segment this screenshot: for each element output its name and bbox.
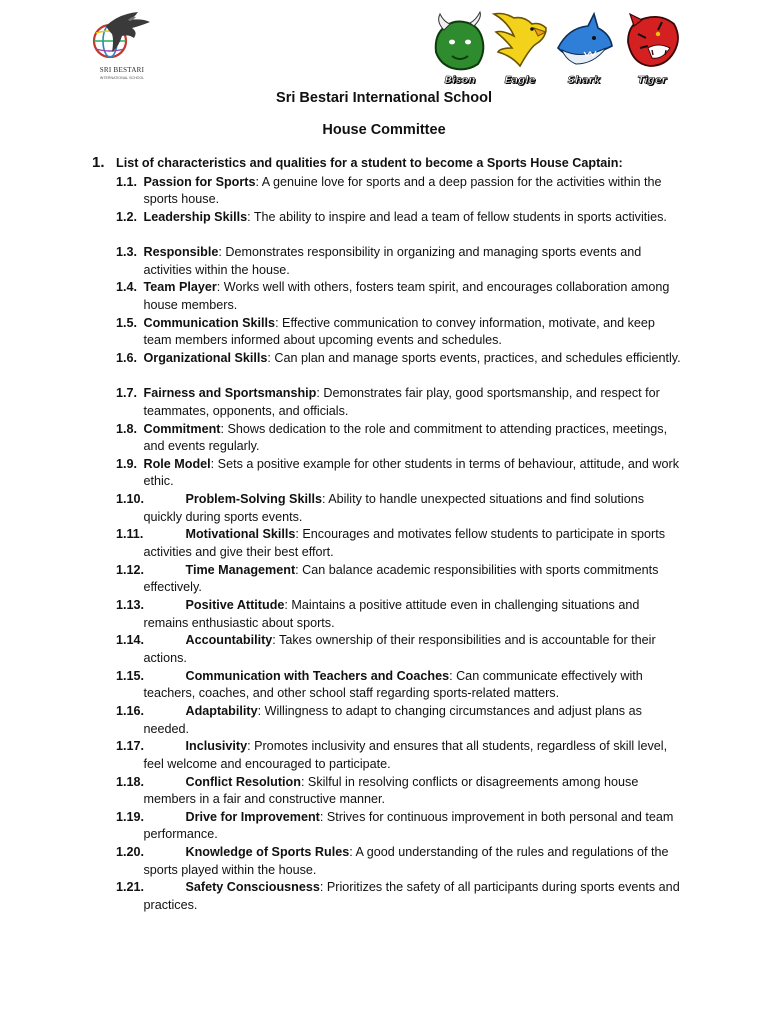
item-description: : Demonstrates responsibility in organizing and managing sports events and activities within the house. xyxy=(143,245,642,277)
list-item xyxy=(116,526,681,561)
item-description: : Prioritizes the safety of all participants during sports events and practices. xyxy=(143,880,680,913)
school-logo-text: SRI BESTARI xyxy=(99,66,145,74)
shark-icon xyxy=(554,8,614,74)
item-number: 1.14. xyxy=(116,633,145,648)
list-item xyxy=(116,703,681,738)
item-term: Problem-Solving Skills xyxy=(185,492,322,507)
item-number: 1.7. xyxy=(116,386,138,401)
item-term: Fairness and Sportsmanship xyxy=(143,386,317,401)
school-logo xyxy=(88,8,156,86)
list-item xyxy=(116,244,681,279)
item-description: : Can balance academic responsibilities with sports commitments effectively. xyxy=(143,562,659,595)
item-term: Inclusivity xyxy=(185,739,248,754)
item-term: Time Management xyxy=(185,562,296,577)
item-description: : Strives for continuous improvement in both personal and team performance. xyxy=(143,809,674,842)
bison-label: Bison xyxy=(444,75,476,86)
tiger-label: Tiger xyxy=(637,75,667,86)
item-description: : Willingness to adapt to changing circumstances and adjust plans as needed. xyxy=(143,703,642,736)
list-item xyxy=(116,879,681,914)
list-item xyxy=(116,668,681,703)
item-number: 1.9. xyxy=(116,456,138,471)
item-term: Adaptability xyxy=(185,703,258,718)
shark-mascot xyxy=(554,8,614,86)
item-number: 1.6. xyxy=(116,350,138,365)
item-description: : Sets a positive example for other students in terms of behaviour, attitude, and work ethic. xyxy=(143,456,679,489)
list-item xyxy=(116,350,681,385)
item-number: 1.3. xyxy=(116,245,138,260)
item-number: 1.12. xyxy=(116,562,145,577)
item-description: : Promotes inclusivity and ensures that all students, regardless of skill level, feel welcome and encouraged to participate. xyxy=(143,739,668,771)
eagle-icon xyxy=(490,8,550,74)
item-number: 1.18. xyxy=(116,774,145,789)
eagle-mascot xyxy=(490,8,550,86)
list-item xyxy=(116,421,681,456)
list-item xyxy=(116,209,681,244)
item-term: Motivational Skills xyxy=(185,527,296,542)
item-term: Passion for Sports xyxy=(143,174,256,189)
committee-title: House Committee xyxy=(322,122,446,138)
list-item xyxy=(116,174,681,209)
item-number: 1.13. xyxy=(116,598,145,613)
tiger-mascot xyxy=(622,8,682,86)
item-number: 1.19. xyxy=(116,809,145,824)
list-item xyxy=(116,844,681,879)
list-item xyxy=(116,774,681,809)
item-number: 1.17. xyxy=(116,739,145,754)
item-description: : Demonstrates fair play, good sportsmanship, and respect for teammates, opponents, and officials. xyxy=(143,386,660,418)
item-description: : The ability to inspire and lead a team of fellow students in sports activities. xyxy=(247,209,667,224)
item-number: 1.11. xyxy=(116,527,144,542)
item-description: : Maintains a positive attitude even in challenging situations and remains enthusiastic about sports. xyxy=(143,598,640,630)
item-term: Organizational Skills xyxy=(143,350,268,365)
item-term: Drive for Improvement xyxy=(185,809,320,824)
item-number: 1.10. xyxy=(116,492,145,507)
item-term: Accountability xyxy=(185,633,273,648)
item-term: Safety Consciousness xyxy=(185,880,320,895)
list-item xyxy=(116,385,681,420)
list-item xyxy=(116,597,681,632)
item-number: 1.1. xyxy=(116,174,138,189)
list-item xyxy=(116,491,681,526)
house-mascots xyxy=(430,8,682,86)
item-term: Positive Attitude xyxy=(185,598,285,613)
item-description: : Shows dedication to the role and commitment to attending practices, meetings, and events regularly. xyxy=(143,421,668,454)
list-item xyxy=(116,738,681,773)
item-description: : Encourages and motivates fellow students to participate in sports activities and give their best effort. xyxy=(143,527,665,560)
list-item xyxy=(116,562,681,597)
item-description: : A good understanding of the rules and regulations of the sports played within the house. xyxy=(143,845,669,877)
item-number: 1.8. xyxy=(116,421,138,436)
item-description: : Can plan and manage sports events, practices, and schedules efficiently. xyxy=(267,350,681,365)
tiger-icon xyxy=(622,8,682,74)
item-number: 1.4. xyxy=(116,280,138,295)
bison-icon xyxy=(430,8,490,74)
item-term: Team Player xyxy=(143,280,217,295)
item-description: : Skilful in resolving conflicts or disagreements among house members in a fair and constructive manner. xyxy=(143,774,639,807)
item-term: Communication with Teachers and Coaches xyxy=(185,668,450,683)
item-description: : A genuine love for sports and a deep passion for the activities within the sports house. xyxy=(143,174,662,207)
school-logo-subtext: INTERNATIONAL SCHOOL xyxy=(99,76,145,80)
list-item xyxy=(116,456,681,491)
school-title: Sri Bestari International School xyxy=(276,90,492,106)
item-number: 1.21. xyxy=(116,880,145,895)
section-number: 1. xyxy=(92,154,105,171)
item-number: 1.20. xyxy=(116,845,145,860)
item-number: 1.2. xyxy=(116,209,138,224)
item-number: 1.15. xyxy=(116,668,145,683)
item-term: Role Model xyxy=(143,456,211,471)
shark-label: Shark xyxy=(567,75,601,86)
item-term: Knowledge of Sports Rules xyxy=(185,845,350,860)
list-item xyxy=(116,315,681,350)
item-description: : Effective communication to convey information, motivate, and keep team members informed about upcoming events and schedules. xyxy=(143,315,655,348)
eagle-globe-logo-icon xyxy=(88,8,156,68)
item-description: : Takes ownership of their responsibilities and is accountable for their actions. xyxy=(143,633,656,665)
item-term: Commitment xyxy=(143,421,221,436)
list-item xyxy=(116,632,681,667)
characteristics-list xyxy=(116,174,681,915)
item-description: : Works well with others, fosters team spirit, and encourages collaboration among house members. xyxy=(143,280,670,312)
item-term: Communication Skills xyxy=(143,315,276,330)
item-description: : Ability to handle unexpected situations and find solutions quickly during sports events. xyxy=(143,492,645,524)
list-item xyxy=(116,809,681,844)
list-item xyxy=(116,279,681,314)
section-heading-text: List of characteristics and qualities for a student to become a Sports House Captain: xyxy=(116,156,623,170)
item-term: Responsible xyxy=(143,245,219,260)
bison-mascot xyxy=(430,8,490,86)
item-number: 1.16. xyxy=(116,703,145,718)
item-number: 1.5. xyxy=(116,315,138,330)
item-term: Conflict Resolution xyxy=(185,774,301,789)
item-description: : Can communicate effectively with teachers, coaches, and other school staff regarding sports-related matters. xyxy=(143,668,643,701)
item-term: Leadership Skills xyxy=(143,209,248,224)
eagle-label: Eagle xyxy=(504,75,536,86)
